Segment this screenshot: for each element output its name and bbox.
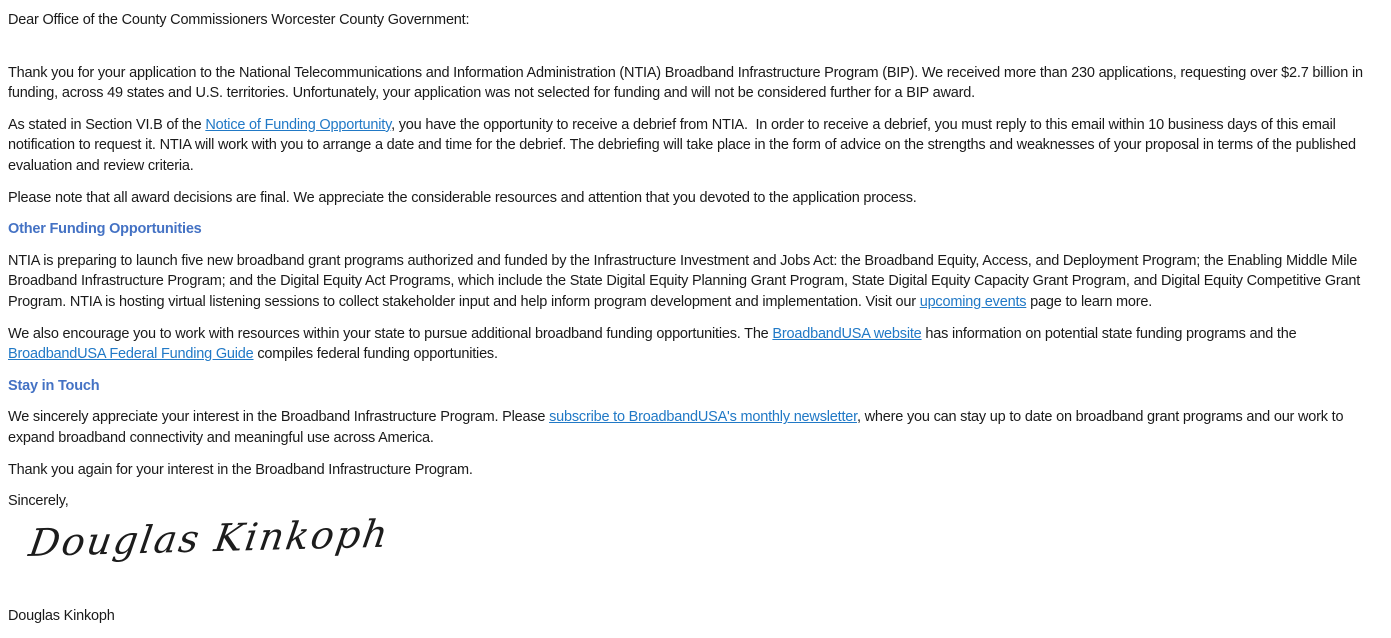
text-run: , you have the opportunity to receive a debrief from NTIA. In order to receive a debrief, you must reply to this email within 10 business days of this email notification to request it. NTIA will work with you to arrange a date and time for the debrief. The debriefing will take place in the form of advice on the strengths and weaknesses of your proposal in terms of the published evaluation and review criteria. (8, 116, 1360, 174)
notice-of-funding-opportunity-link[interactable]: Notice of Funding Opportunity (205, 116, 392, 133)
text-run: has information on potential state funding programs and the (921, 325, 1301, 342)
text-run: Dear Office of the County Commissioners Worcester County Government: (8, 12, 470, 28)
paragraph-state-resources (8, 324, 1382, 365)
text-run: Sincerely, (8, 493, 69, 510)
text-run: We sincerely appreciate your interest in the Broadband Infrastructure Program. Please (8, 409, 550, 426)
sender-name (8, 606, 1382, 627)
heading-other-funding-opportunities (8, 219, 1382, 240)
heading-stay-in-touch (8, 376, 1382, 397)
upcoming-events-link[interactable]: upcoming events (919, 293, 1027, 310)
text-run: NTIA is preparing to launch five new broadband grant programs authorized and funded by the Infrastructure Investment and Jobs Act: the Broadband Equity, Access, and Deployment Program; the Enabling Middle Mile Broadband Infrastructure Program; and the Digital Equity Act Programs, which include the State Digital Equity Planning Grant Program, State Digital Equity Capacity Grant Program, and Digital Equity Competitive Grant Program. NTIA is hosting virtual listening sessions to collect stakeholder input and help inform program development and implementation. Visit our (8, 252, 1364, 310)
salutation (8, 10, 1382, 31)
text-run: Douglas Kinkoph (26, 511, 393, 565)
paragraph-new-programs (8, 251, 1382, 313)
text-run: , where you can stay up to date on broadband grant programs and our work to expand broadband connectivity and meaningful use across America. (8, 409, 1348, 446)
paragraph-decisions-final (8, 188, 1382, 209)
paragraph-newsletter (8, 407, 1382, 448)
text-run: We also encourage you to work with resources within your state to pursue additional broadband funding opportunities. The (8, 325, 773, 342)
text-run: Thank you again for your interest in the Broadband Infrastructure Program. (8, 461, 473, 478)
paragraph-thank-you-again (8, 460, 1382, 481)
text-run: Other Funding Opportunities (8, 221, 202, 238)
subscribe-newsletter-link[interactable]: subscribe to BroadbandUSA's monthly newsletter (549, 409, 857, 426)
text-run: As stated in Section VI.B of the (8, 116, 206, 133)
paragraph-application-received (8, 63, 1382, 104)
text-run: Thank you for your application to the National Telecommunications and Information Administration (NTIA) Broadband Infrastructure Program (BIP). We received more than 230 applications, requesting over $2.7 billion in funding, across 49 states and U.S. territories. Unfortunately, your application was not selected for funding and will not be considered further for a BIP award. (8, 64, 1367, 102)
text-run: Please note that all award decisions are final. We appreciate the considerable resources and attention that you devoted to the application process. (8, 189, 917, 206)
paragraph-debrief (8, 115, 1382, 177)
text-run: compiles federal funding opportunities. (253, 346, 498, 363)
broadbandusa-website-link[interactable]: BroadbandUSA website (772, 325, 922, 342)
broadbandusa-federal-funding-guide-link[interactable]: BroadbandUSA Federal Funding Guide (8, 346, 254, 363)
text-run: page to learn more. (1026, 293, 1153, 310)
text-run: Douglas Kinkoph (8, 607, 115, 624)
text-run: Stay in Touch (8, 377, 100, 394)
